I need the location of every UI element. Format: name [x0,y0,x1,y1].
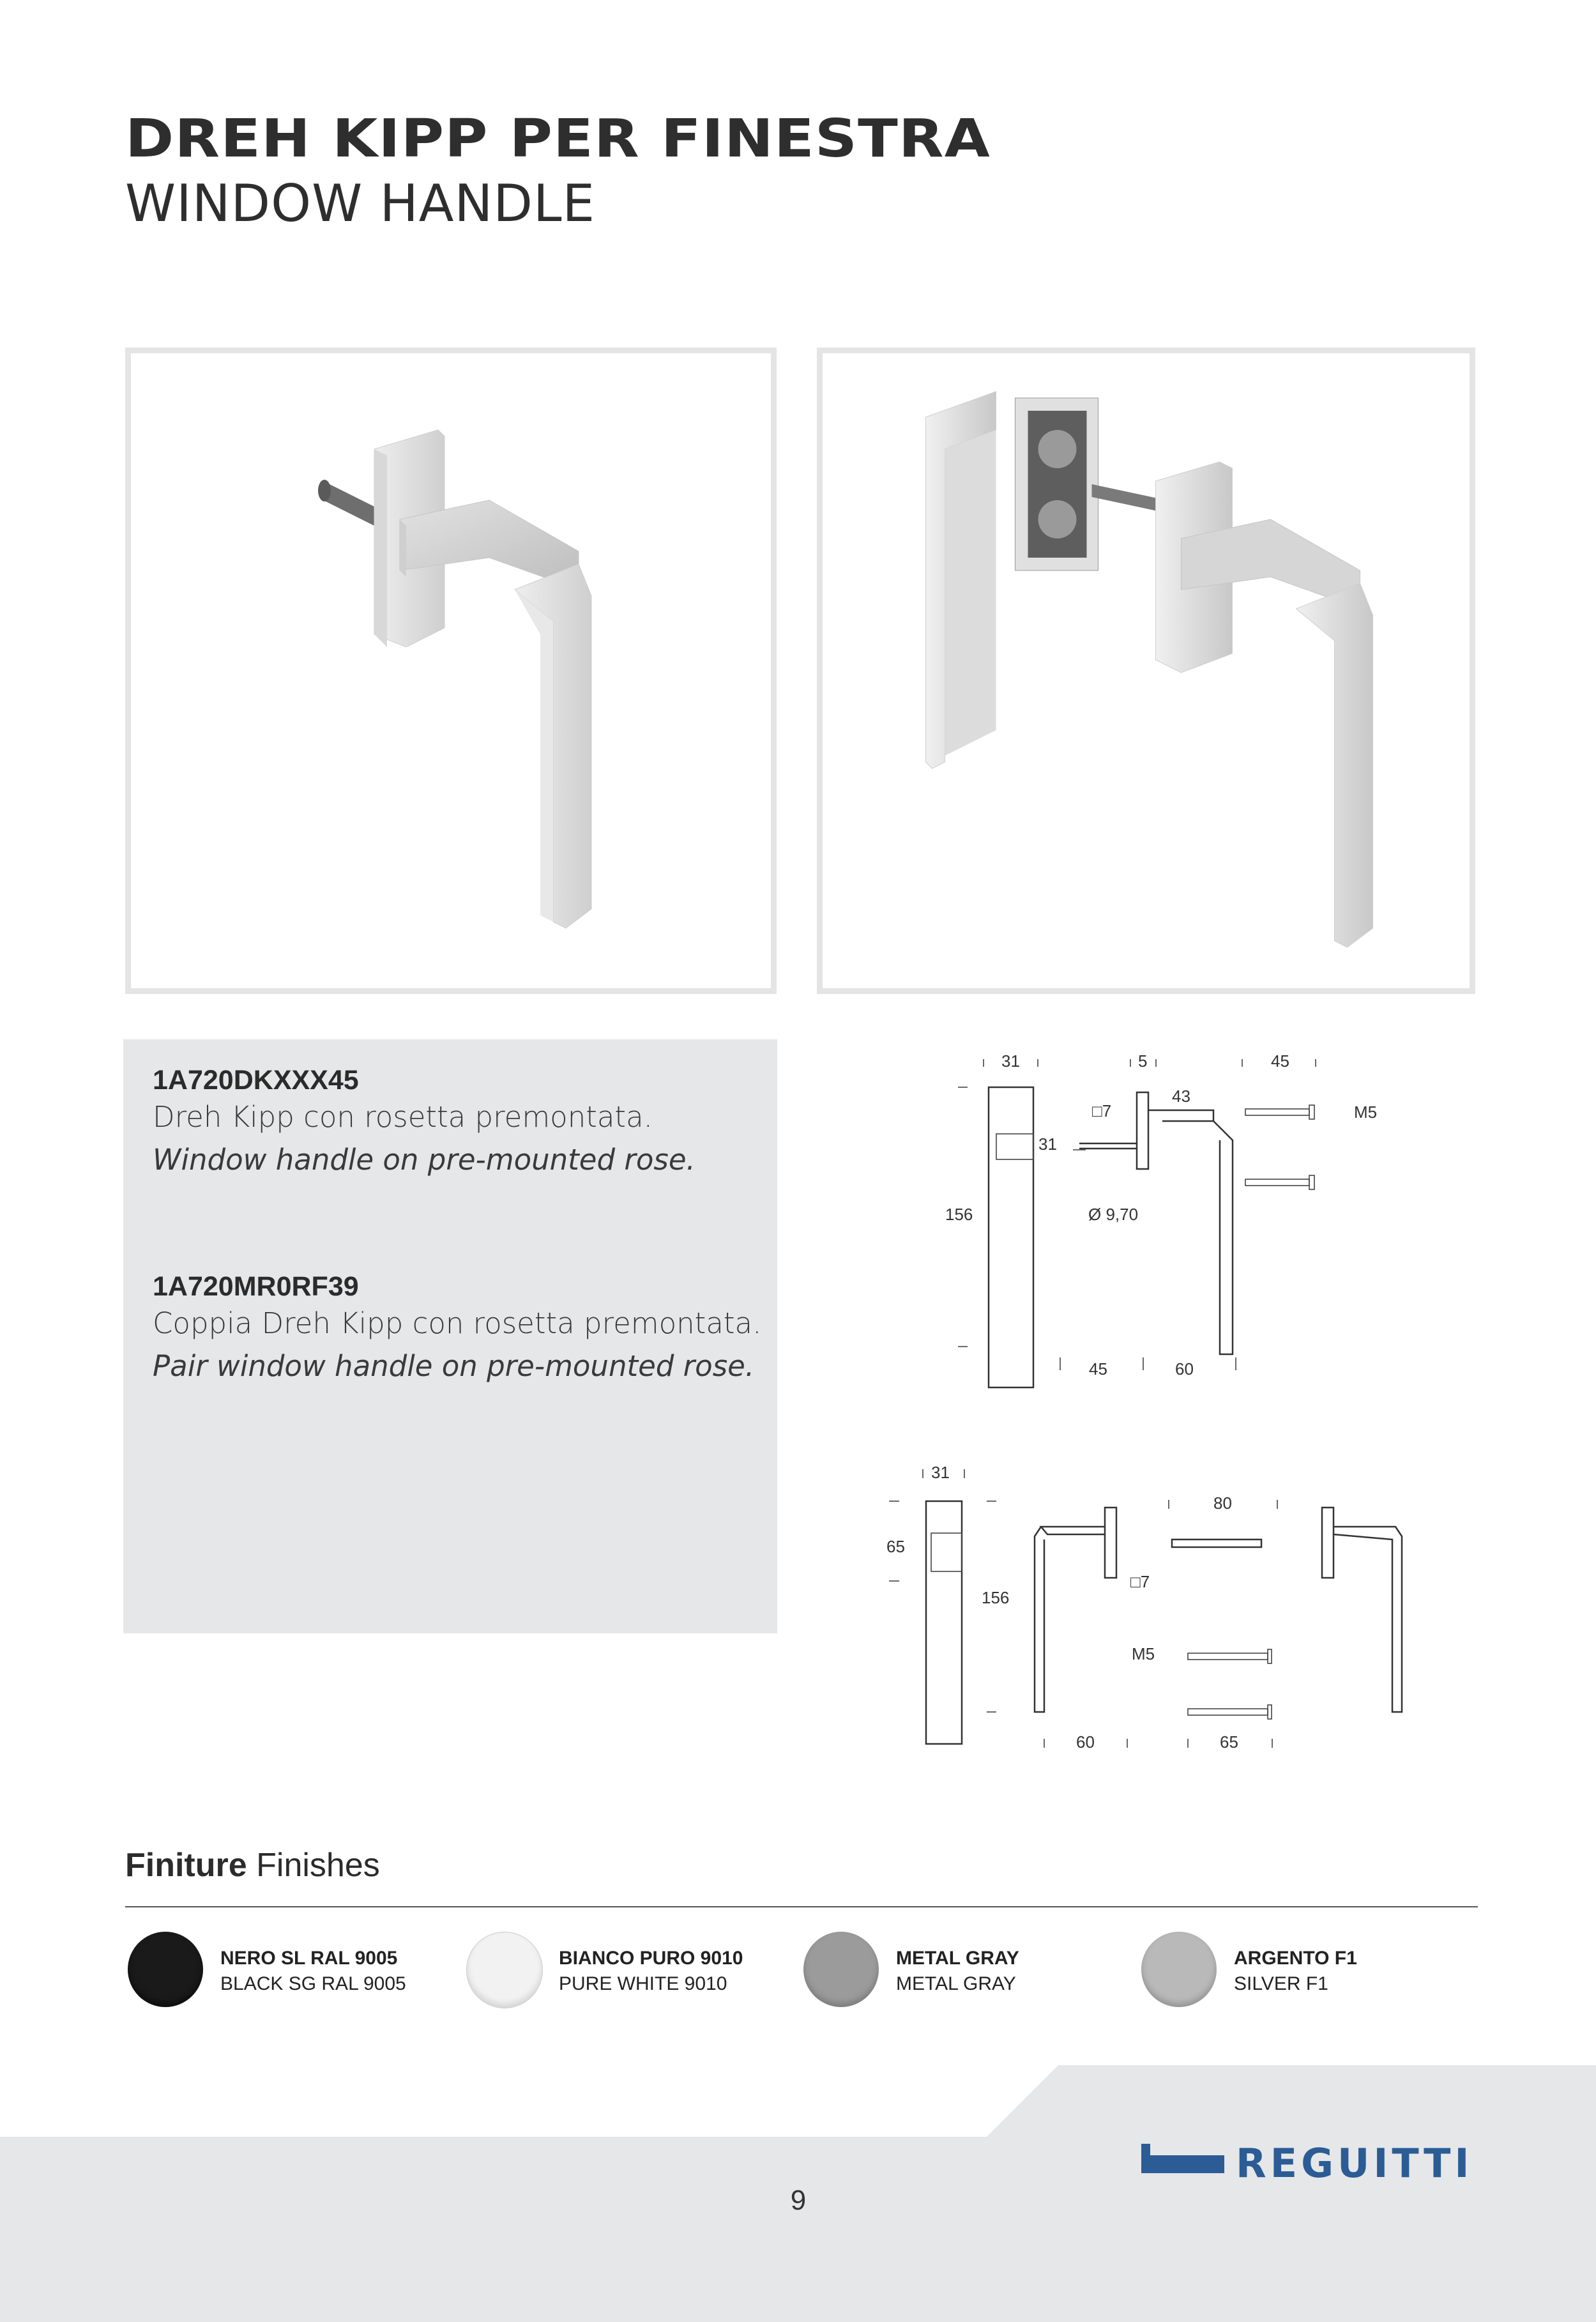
finish-name-it: NERO SL RAL 9005 [220,1948,398,1969]
reguitti-logo [1141,2140,1486,2185]
product-photo-single [125,348,777,994]
dim-label: 65 [886,1537,905,1556]
finish-swatch [803,1932,879,2007]
page-title: DREH KIPP PER FINESTRA [125,109,991,169]
product-entry [153,1065,695,1177]
dim-label: 31 [1001,1051,1020,1071]
product-info-panel [123,1039,777,1633]
dim-label: M5 [1132,1644,1155,1663]
dim-label: □7 [1092,1101,1112,1120]
dim-label: 156 [945,1205,973,1224]
brand-name: REGUITTI [1236,2140,1473,2185]
technical-drawing-single [875,1048,1437,1393]
dim-label: 156 [982,1588,1010,1607]
finish-item [1141,1932,1473,2015]
product-description-it: Dreh Kipp con rosetta premontata. [153,1100,653,1134]
finish-name-en: PURE WHITE 9010 [559,1973,727,1994]
product-code: 1A720DKXXX45 [153,1065,359,1096]
finish-item [128,1932,460,2015]
dim-label: Ø 9,70 [1088,1205,1139,1224]
finish-item [466,1932,798,2015]
finishes-divider [125,1906,1478,1907]
product-entry [153,1271,761,1383]
dim-label: 31 [931,1463,950,1482]
dim-label: 5 [1138,1051,1148,1071]
page-subtitle: WINDOW HANDLE [125,174,596,233]
finish-swatch [466,1932,543,2008]
product-description-it: Coppia Dreh Kipp con rosetta premontata. [153,1306,762,1340]
finish-name-it: METAL GRAY [896,1948,1019,1969]
finish-name-en: SILVER F1 [1234,1973,1328,1994]
finish-item [803,1932,1136,2015]
footer-tab [987,2065,1596,2137]
finish-name-en: METAL GRAY [896,1973,1016,1994]
page-number: 9 [790,2185,807,2216]
dim-label: 31 [1038,1134,1057,1154]
product-code: 1A720MR0RF39 [153,1271,359,1302]
product-description-en: Pair window handle on pre-mounted rose. [153,1349,755,1383]
product-description-en: Window handle on pre-mounted rose. [153,1143,695,1177]
product-photo-pair [817,348,1475,994]
dim-label: 65 [1220,1732,1238,1752]
finishes-heading [125,1846,380,1884]
finishes-heading-en: Finishes [256,1847,380,1884]
finish-name-it: BIANCO PURO 9010 [559,1948,743,1969]
dim-label: 45 [1271,1051,1289,1071]
dim-label: 60 [1076,1732,1095,1752]
finish-name-it: ARGENTO F1 [1234,1948,1357,1969]
dim-label: M5 [1354,1103,1378,1122]
dim-label: 43 [1172,1087,1190,1106]
technical-drawing-pair [875,1463,1437,1769]
single-handle-illustration [131,353,771,988]
dim-label: 60 [1175,1359,1194,1379]
dim-label: 80 [1213,1493,1232,1513]
finish-swatch [128,1932,203,2007]
finish-name-en: BLACK SG RAL 9005 [220,1973,406,1994]
dim-label: □7 [1130,1572,1150,1591]
pair-handle-illustration [823,353,1470,988]
finishes-heading-it: Finiture [125,1847,247,1884]
finish-swatch [1141,1932,1217,2007]
dim-label: 45 [1089,1359,1107,1379]
